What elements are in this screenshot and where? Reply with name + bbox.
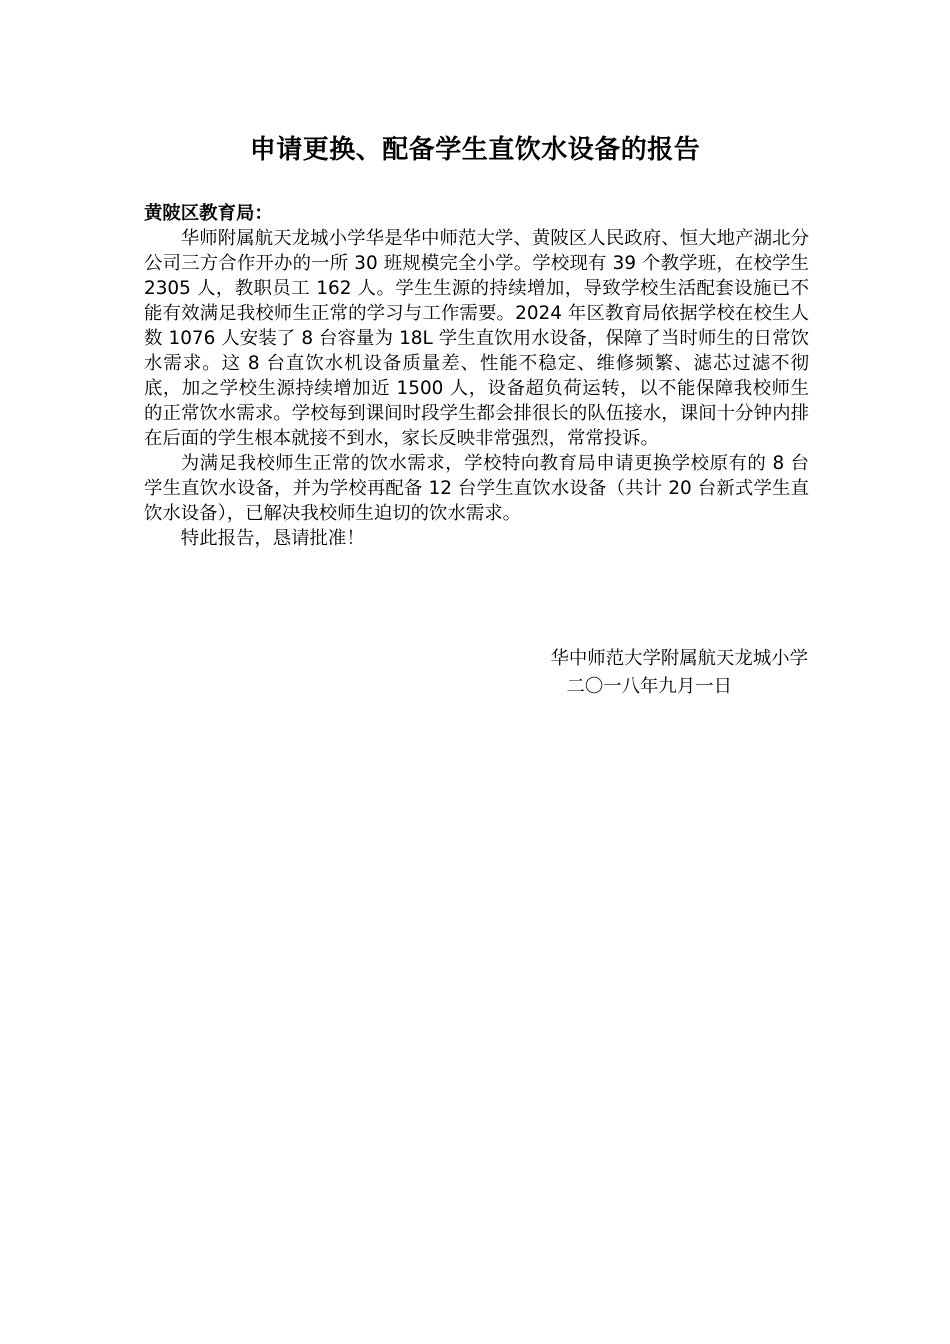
paragraph-1: 华师附属航天龙城小学华是华中师范大学、黄陂区人民政府、恒大地产湖北分公司三方合作开办的一所 30 班规模完全小学。学校现有 39 个教学班，在校学生 2305 人，教职员工 162 人。学生生源的持续增加，导致学校生活配套设施已不能有效满足我校师生正常的学习与工作需要。2024 年区教育局依据学校在校生人数 1076 人安装了 8 台容量为 18L 学生直饮用水设备，保障了当时师生的日常饮水需求。这 8 台直饮水机设备质量差、性能不稳定、维修频繁、滤芯过滤不彻底，加之学校生源持续增加近 1500 人，设备超负荷运转，以不能保障我校师生的正常饮水需求。学校每到课间时段学生都会排很长的队伍接水，课间十分钟内排在后面的学生根本就接不到水，家长反映非常强烈，常常投诉。 [144,228,809,449]
salutation: 黄陂区教育局： [144,203,273,224]
signature-date: 二〇一八年九月一日 [566,676,732,697]
signature-block [460,645,810,701]
signature-organization: 华中师范大学附属航天龙城小学 [550,648,808,669]
document-title: 申请更换、配备学生直饮水设备的报告 [249,135,701,165]
document-body [144,201,809,551]
paragraph-3: 特此报告，恳请批准！ [180,528,365,549]
paragraph-2: 为满足我校师生正常的饮水需求，学校特向教育局申请更换学校原有的 8 台学生直饮水设备，并为学校再配备 12 台学生直饮水设备（共计 20 台新式学生直饮水设备），已解决我校师生迫切的饮水需求。 [144,453,809,524]
